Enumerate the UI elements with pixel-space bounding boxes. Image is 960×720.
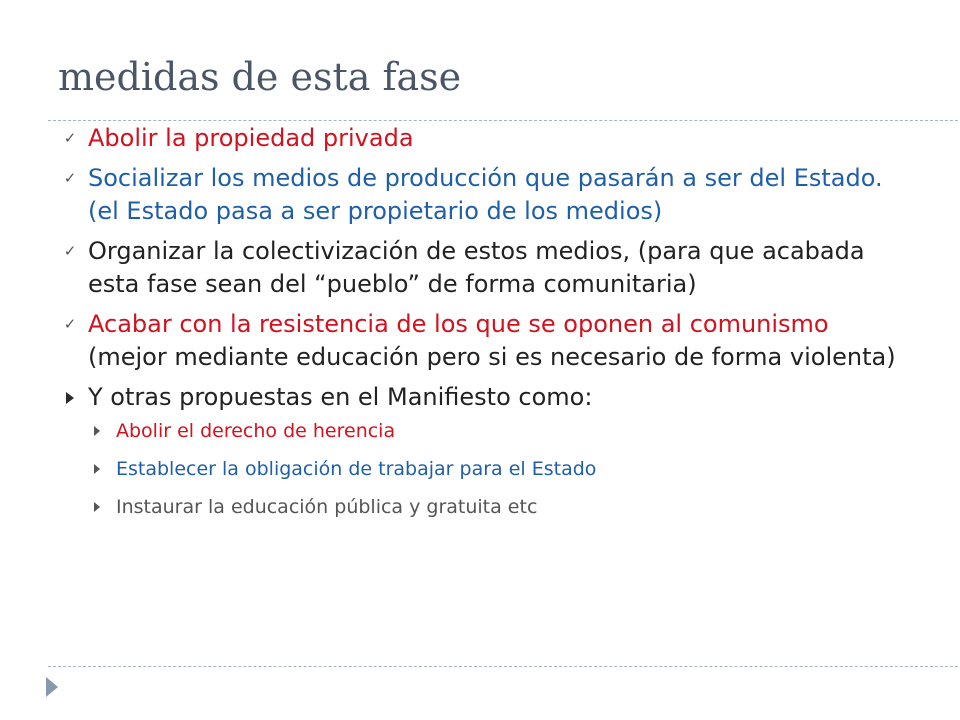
slide-title: medidas de esta fase xyxy=(58,55,462,99)
bullet-text: Abolir la propiedad privada xyxy=(88,124,414,152)
bullet-text: Socializar los medios de producción que pasarán a ser del Estado. (el Estado pasa a ser propietario de los medios) xyxy=(88,164,883,225)
subbullet-text: Instaurar la educación pública y gratuita etc xyxy=(116,496,538,518)
triangle-bullet-icon xyxy=(90,456,104,482)
top-divider xyxy=(48,120,960,121)
subbullet-item xyxy=(84,456,904,482)
bottom-divider xyxy=(48,666,960,667)
check-icon: ✓ xyxy=(63,242,77,260)
triangle-footer-icon xyxy=(46,677,58,697)
triangle-bullet-icon xyxy=(90,418,104,444)
check-icon: ✓ xyxy=(63,169,77,187)
bullet-text-highlight: Acabar con la resistencia de los que se oponen al comunismo xyxy=(88,310,829,338)
bullet-item xyxy=(56,235,904,301)
subbullet-text: Establecer la obligación de trabajar para el Estado xyxy=(116,458,597,480)
subbullet-text: Abolir el derecho de herencia xyxy=(116,420,396,442)
subbullet-list xyxy=(84,418,904,520)
subbullet-item xyxy=(84,494,904,520)
subbullet-item xyxy=(84,418,904,444)
bullet-item xyxy=(56,162,904,228)
check-icon: ✓ xyxy=(63,315,77,333)
triangle-bullet-icon xyxy=(90,494,104,520)
bullet-item xyxy=(56,381,904,520)
bullet-list xyxy=(56,122,904,532)
check-icon: ✓ xyxy=(63,129,77,147)
bullet-text: Organizar la colectivización de estos medios, (para que acabada esta fase sean del “pueblo” de forma comunitaria) xyxy=(88,237,865,298)
bullet-item xyxy=(56,308,904,374)
bullet-text: Y otras propuestas en el Manifiesto como: xyxy=(88,383,593,411)
bullet-item xyxy=(56,122,904,155)
bullet-text: (mejor mediante educación pero si es necesario de forma violenta) xyxy=(88,343,896,371)
triangle-bullet-icon xyxy=(60,381,80,414)
